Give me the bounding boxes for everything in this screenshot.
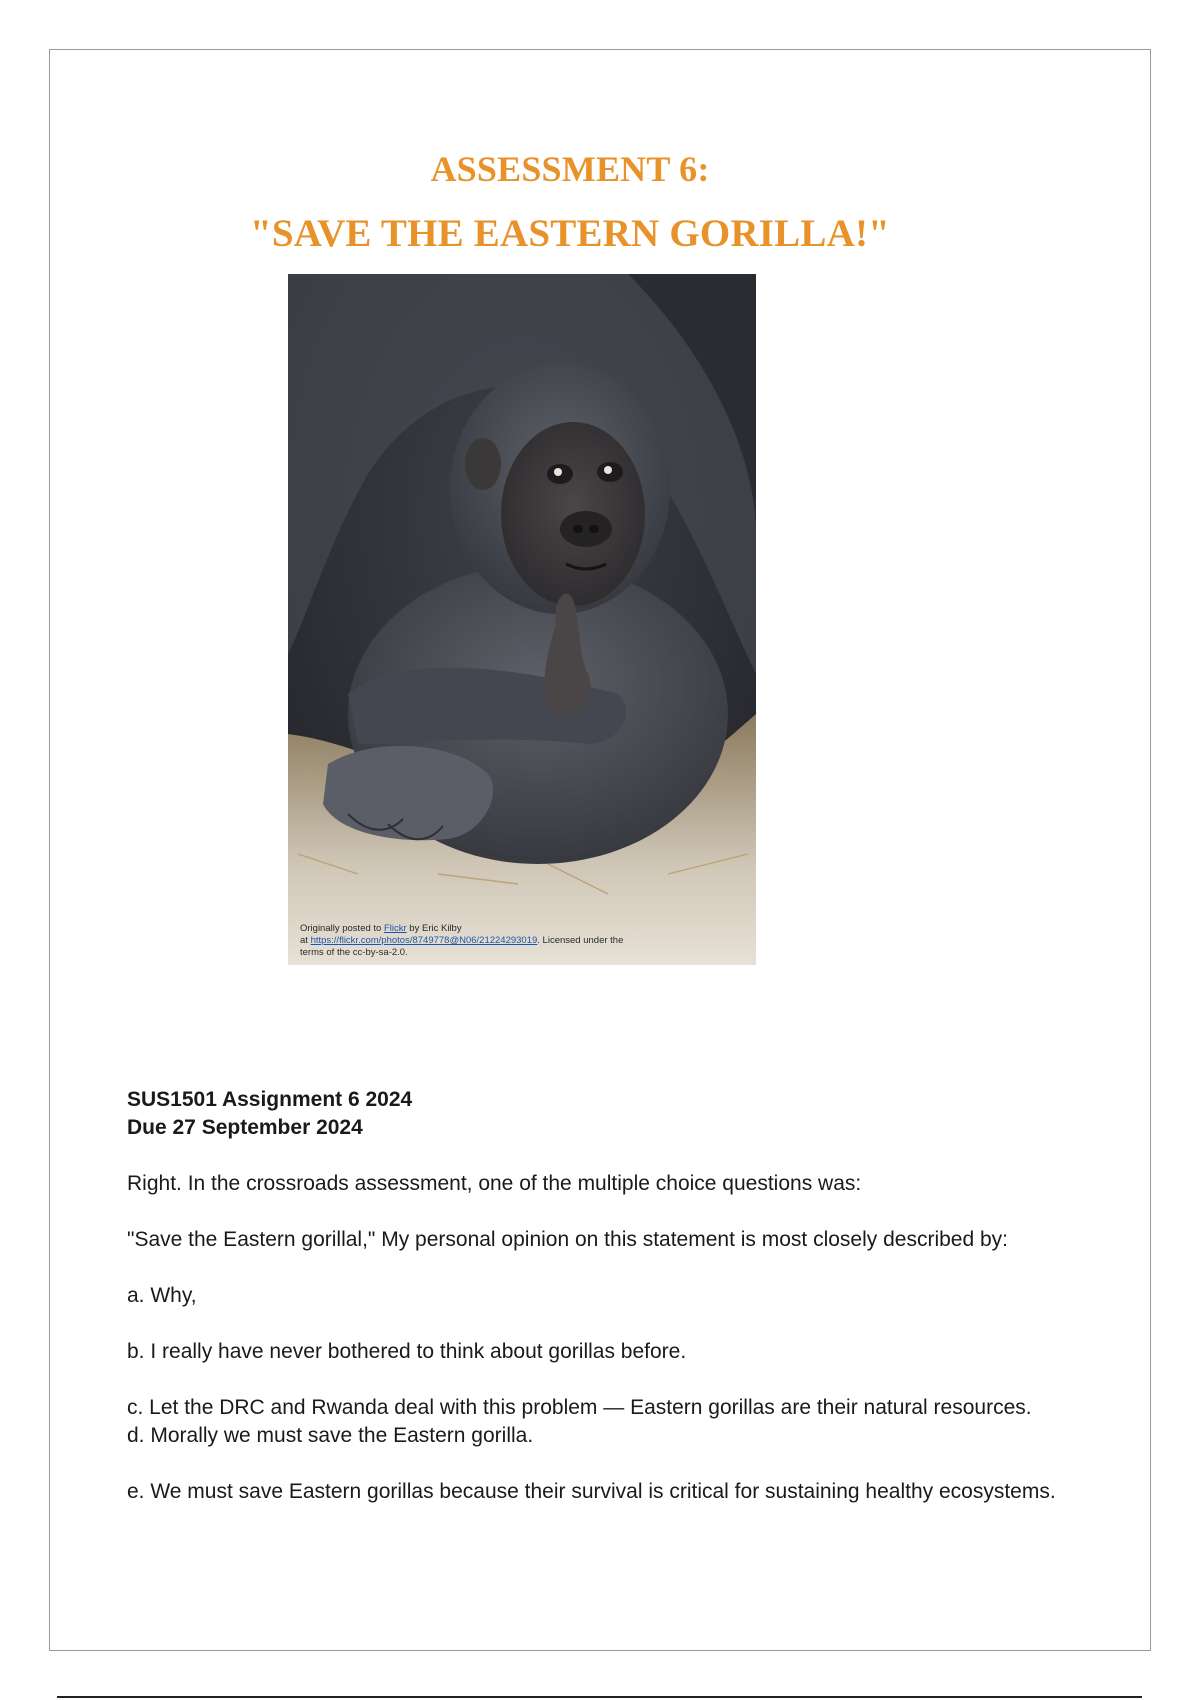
photo-url-link[interactable]: https://flickr.com/photos/8749778@N06/21224293019 xyxy=(310,935,538,946)
document-page xyxy=(49,49,1151,1651)
assignment-code: SUS1501 Assignment 6 2024 xyxy=(127,1088,413,1111)
assessment-subtitle: "SAVE THE EASTERN GORILLA!" xyxy=(249,212,891,255)
option-c: c. Let the DRC and Rwanda deal with this problem — Eastern gorillas are their natural resources. xyxy=(127,1396,1032,1419)
option-a: a. Why, xyxy=(127,1284,197,1307)
due-date: Due 27 September 2024 xyxy=(127,1116,363,1139)
gorilla-illustration xyxy=(288,274,756,965)
credit-prefix: Originally posted to xyxy=(300,923,384,934)
credit-author: by Eric Kilby xyxy=(406,923,462,934)
assignment-content xyxy=(127,1086,1097,1506)
option-e: e. We must save Eastern gorillas because their survival is critical for sustaining healthy ecosystems. xyxy=(127,1480,1056,1503)
flickr-link[interactable]: Flickr xyxy=(383,923,407,934)
credit-license: . Licensed under the xyxy=(537,935,624,946)
credit-at: at xyxy=(300,935,311,946)
intro-paragraph: Right. In the crossroads assessment, one of the multiple choice questions was: xyxy=(127,1172,862,1195)
option-b: b. I really have never bothered to think about gorillas before. xyxy=(127,1340,687,1363)
photo-credit xyxy=(300,923,740,959)
question-text: "Save the Eastern gorillal," My personal opinion on this statement is most closely described by: xyxy=(127,1228,1009,1251)
option-d: d. Morally we must save the Eastern gorilla. xyxy=(127,1424,534,1447)
bottom-divider xyxy=(57,1696,1142,1698)
gorilla-photo xyxy=(288,274,756,965)
credit-terms: terms of the cc-by-sa-2.0. xyxy=(300,947,408,958)
assessment-title: ASSESSMENT 6: xyxy=(430,149,710,189)
